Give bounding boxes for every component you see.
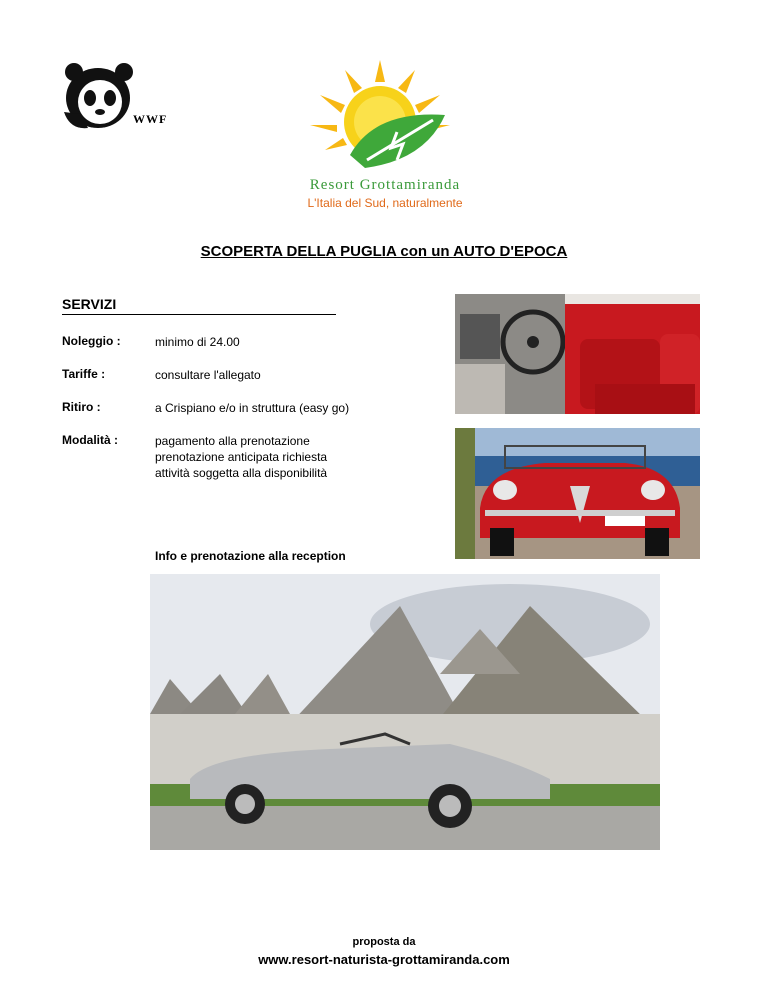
info-reception: Info e prenotazione alla reception	[155, 549, 346, 563]
resort-tagline: L'Italia del Sud, naturalmente	[307, 196, 463, 210]
wwf-wordmark: WWF	[133, 112, 168, 126]
red-spider-photo	[455, 428, 700, 559]
service-value: a Crispiano e/o in struttura (easy go)	[155, 401, 350, 415]
service-label: Noleggio :	[62, 334, 121, 348]
services-divider	[62, 314, 336, 315]
service-value: pagamento alla prenotazione	[155, 434, 310, 448]
resort-sun-leaf-logo	[305, 60, 455, 175]
service-value: attività soggetta alla disponibilità	[155, 466, 328, 480]
service-label: Tariffe :	[62, 367, 106, 381]
trulli-silver-spider-photo	[150, 574, 660, 850]
services-heading: SERVIZI	[62, 296, 117, 312]
proposal-label: proposta da	[352, 936, 416, 948]
service-label: Modalità :	[62, 433, 118, 447]
website-url: www.resort-naturista-grottamiranda.com	[258, 952, 510, 967]
page-title: SCOPERTA DELLA PUGLIA con un AUTO D'EPOCA	[200, 243, 568, 260]
wwf-panda-logo	[60, 62, 190, 132]
service-value: prenotazione anticipata richiesta	[155, 450, 328, 464]
service-label: Ritiro :	[62, 400, 101, 414]
service-value: consultare l'allegato	[155, 368, 261, 382]
service-value: minimo di 24.00	[155, 335, 240, 349]
car-interior-photo	[455, 294, 700, 414]
resort-name: Resort Grottamiranda	[309, 177, 461, 193]
